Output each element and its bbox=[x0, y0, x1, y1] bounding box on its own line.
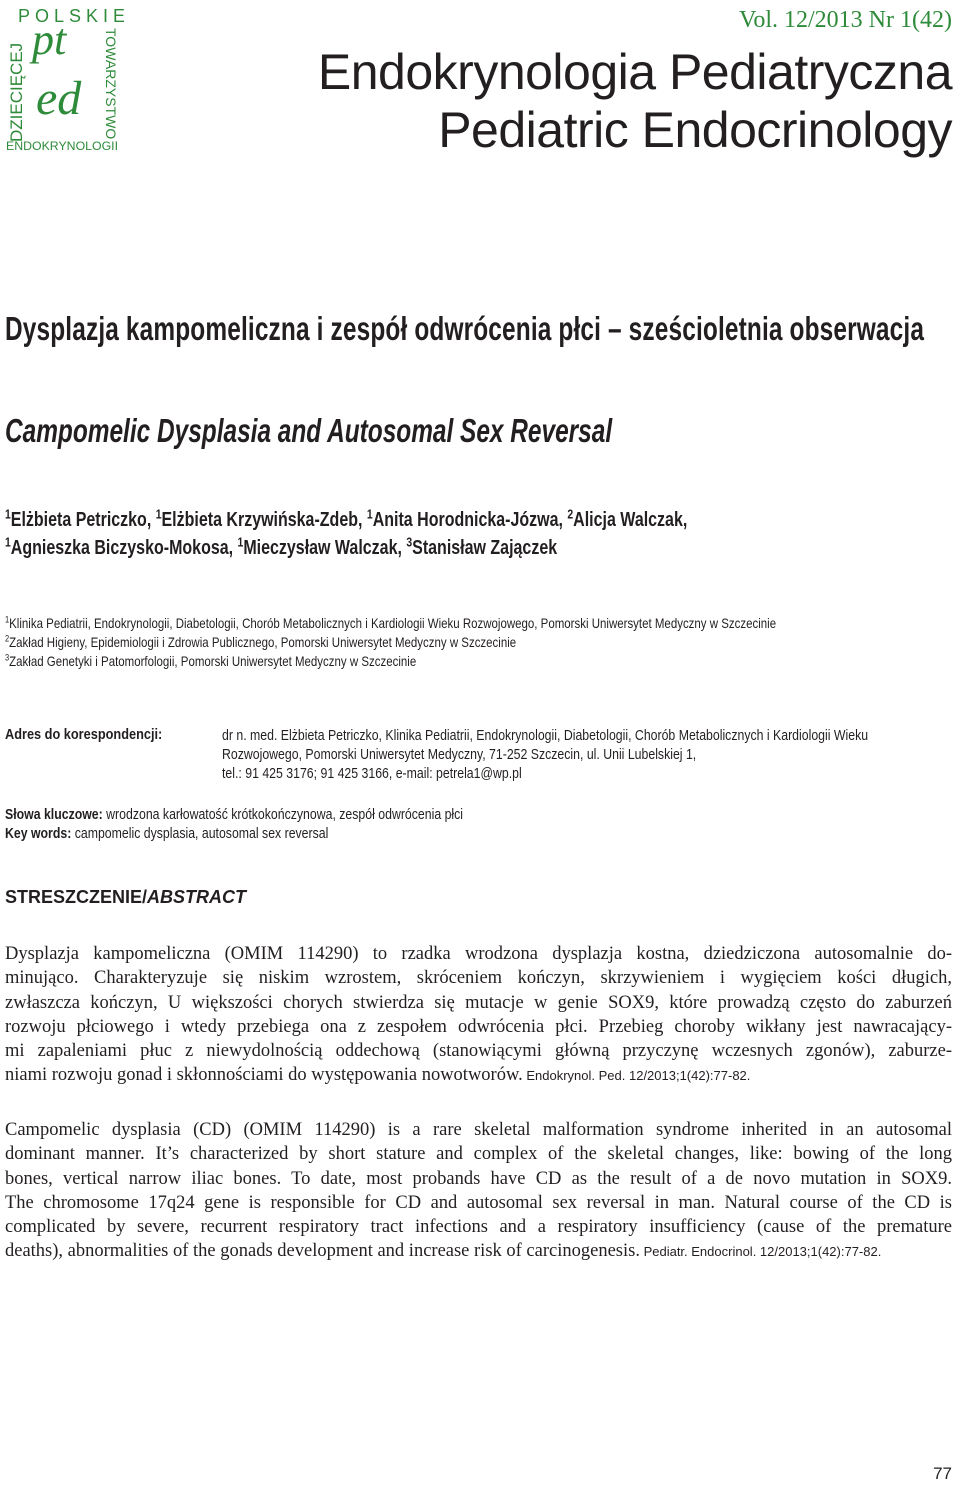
abstract-line: niami rozwoju gonad i skłonnościami do występowania nowotworów. Endokrynol. Ped. 12/2013;1(42):77-82. bbox=[5, 1065, 751, 1086]
abstract-line: mi zapaleniami płuc z niewydolnością oddechową (stanowiącymi główną przyczynę wczesnych zgonów), zaburze- bbox=[5, 1041, 952, 1062]
author-line bbox=[5, 534, 687, 562]
correspondence-address bbox=[222, 726, 868, 783]
keywords-pl: Słowa kluczowe: wrodzona karłowatość krótkokończynowa, zespół odwrócenia płci bbox=[5, 806, 464, 823]
abstract-pl bbox=[5, 942, 952, 1089]
page-number: 77 bbox=[933, 1464, 952, 1483]
author-list bbox=[5, 506, 687, 562]
abstract-heading: STRESZCZENIE/ABSTRACT bbox=[5, 887, 247, 907]
affiliation: $^3$Zakład Genetyki i Patomorfologii, Pomorski Uniwersytet Medyczny w Szczecinie bbox=[5, 652, 417, 669]
logo-word-bottom: ENDOKRYNOLOGII bbox=[6, 139, 118, 152]
author-line bbox=[5, 506, 687, 534]
abstract-line: Campomelic dysplasia (CD) (OMIM 114290) is a rare skeletal malformation syndrome inherited in an autosomal bbox=[5, 1120, 952, 1140]
author: $^1$Elżbieta Petriczko, bbox=[5, 506, 156, 531]
logo-word-top: POLSKIE bbox=[18, 6, 124, 26]
author: $^2$Alicja Walczak, bbox=[567, 506, 688, 531]
correspondence-line: Rozwojowego, Pomorski Uniwersytet Medyczny, 71-252 Szczecin, ul. Unii Lubelskiej 1, bbox=[222, 746, 697, 763]
author: $^1$Agnieszka Biczysko-Mokosa, bbox=[5, 534, 238, 559]
logo-word-left: DZIECIĘCEJ bbox=[7, 42, 26, 142]
abstract-line: Dysplazja kampomeliczna (OMIM 114290) to rzadka wrodzona dysplazja kostna, dziedziczona autosomalnie do- bbox=[5, 944, 952, 964]
volume-info: Vol. 12/2013 Nr 1(42) bbox=[739, 7, 952, 33]
abstract-line: bones, vertical narrow iliac bones. To date, most probands have CD as the result of a de novo mutation in SOX9. bbox=[5, 1168, 952, 1189]
author: $^3$Stanisław Zajączek bbox=[406, 534, 558, 559]
author: $^1$Anita Horodnicka-Józwa, bbox=[366, 506, 568, 531]
correspondence-line: dr n. med. Elżbieta Petriczko, Klinika Pediatrii, Endokrynologii, Diabetologii, Chorób Metabolicznych i Kardiologii Wieku bbox=[222, 727, 869, 744]
article-title-pl: Dysplazja kampomeliczna i zespół odwrócenia płci – sześcioletnia obserwacja bbox=[5, 310, 925, 347]
abstract-line: zwłaszcza kończyn, U większości chorych stwierdza się mutacje w genie SOX9, które prowadzą często do zaburzeń bbox=[5, 992, 952, 1013]
abstract-line: complicated by severe, recurrent respiratory tract infections and a respiratory insufficiency (cause of the premature bbox=[5, 1217, 952, 1238]
correspondence-label: Adres do korespondencji: bbox=[5, 726, 163, 743]
abstract-line: The chromosome 17q24 gene is responsible for CD and autosomal sex reversal in man. Natural course of the CD is bbox=[5, 1192, 952, 1213]
journal-title-en: Pediatric Endocrinology bbox=[438, 102, 952, 158]
abstract-line: deaths), abnormalities of the gonads development and increase risk of carcinogenesis. Pediatr. Endocrinol. 12/2013;1(42):77-82. bbox=[5, 1241, 882, 1262]
author: $^1$Elżbieta Krzywińska-Zdeb, bbox=[155, 506, 367, 531]
article-title-en: Campomelic Dysplasia and Autosomal Sex Reversal bbox=[5, 412, 613, 449]
affiliation: $^2$Zakład Higieny, Epidemiologii i Zdrowia Publicznego, Pomorski Uniwersytet Medyczny w Szczecinie bbox=[5, 633, 517, 650]
abstract-line: rozwoju płciowego i wtedy przebiega ona z zespołem odwrócenia płci. Przebieg choroby wikłany jest nawracający- bbox=[5, 1016, 952, 1037]
keywords bbox=[5, 805, 463, 843]
abstract-en bbox=[5, 1118, 952, 1265]
citation: Endokrynol. Ped. 12/2013;1(42):77-82. bbox=[522, 1068, 751, 1084]
citation: Pediatr. Endocrinol. 12/2013;1(42):77-82. bbox=[639, 1244, 882, 1260]
affiliation: $^1$Klinika Pediatrii, Endokrynologii, Diabetologii, Chorób Metabolicznych i Kardiologii Wieku Rozwojowego, Pomorski Uniwersytet Medyczny w Szczecinie bbox=[5, 614, 777, 631]
journal-header bbox=[318, 0, 952, 158]
logo-graphic bbox=[2, 2, 124, 152]
keywords-en: Key words: campomelic dysplasia, autosomal sex reversal bbox=[5, 825, 329, 842]
logo-word-right: TOWARZYSTWO bbox=[103, 28, 119, 140]
logo-monogram-top: pt bbox=[32, 15, 67, 64]
author: $^1$Mieczysław Walczak, bbox=[237, 534, 407, 559]
logo-monogram-bottom: ed bbox=[36, 72, 82, 125]
journal-title-pl: Endokrynologia Pediatryczna bbox=[317, 44, 952, 100]
journal-logo bbox=[2, 2, 124, 152]
abstract-line: dominant manner. It’s characterized by short stature and complex of the skeletal changes, like: bowing of the long bbox=[5, 1144, 952, 1165]
affiliations bbox=[5, 614, 776, 671]
correspondence-line: tel.: 91 425 3176; 91 425 3166, e-mail: petrela1@wp.pl bbox=[222, 765, 522, 782]
abstract-line: minująco. Charakteryzuje się niskim wzrostem, skróceniem kończyn, skrzywieniem i wygięciem kości długich, bbox=[5, 968, 952, 989]
